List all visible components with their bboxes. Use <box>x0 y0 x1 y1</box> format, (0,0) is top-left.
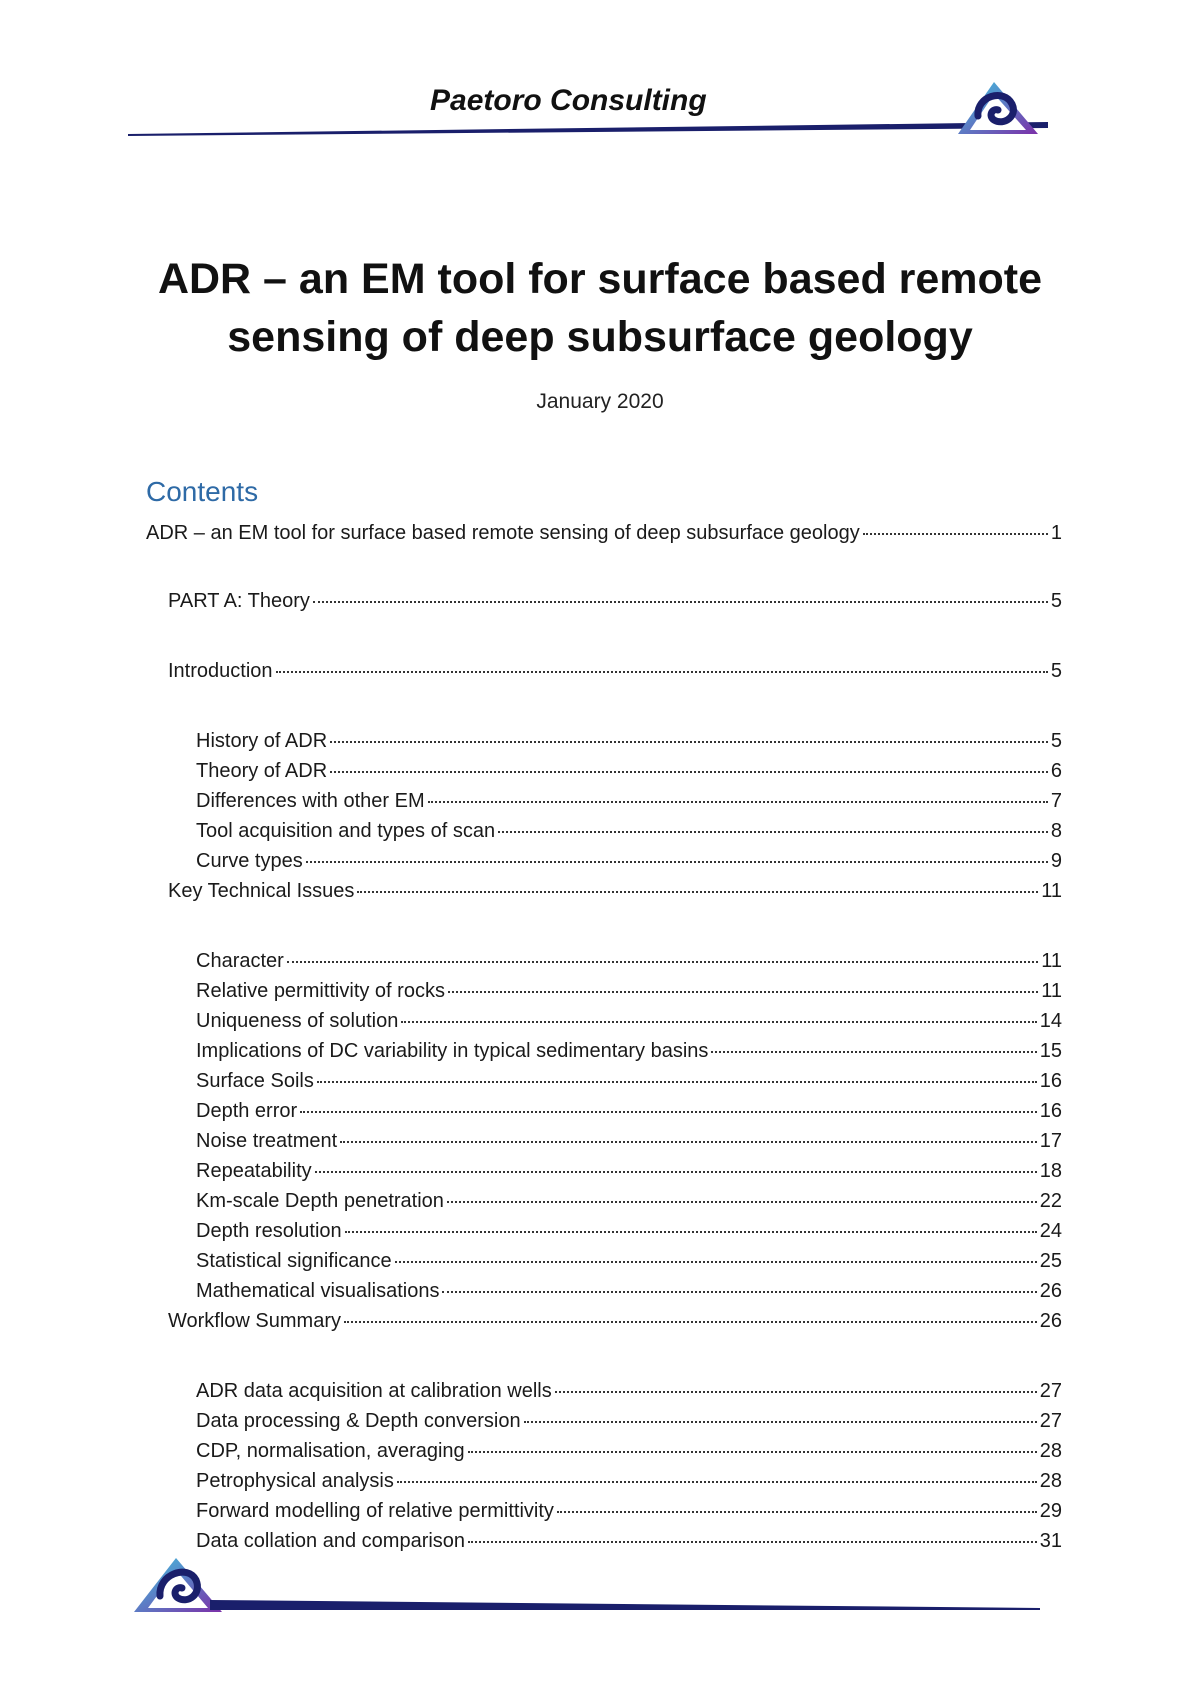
toc-entry-title: Data processing & Depth conversion <box>196 1410 521 1432</box>
toc-entry-page: 11 <box>1041 950 1062 972</box>
toc-entry[interactable] <box>196 1380 1062 1406</box>
header-company-name: Paetoro Consulting <box>430 84 707 117</box>
toc-entry-title: Workflow Summary <box>168 1310 341 1332</box>
toc-leader-dots <box>555 1391 1037 1393</box>
toc-entry[interactable] <box>196 1070 1062 1096</box>
toc-entry-title: Character <box>196 950 284 972</box>
toc-entry[interactable] <box>196 730 1062 756</box>
toc-entry[interactable] <box>196 1440 1062 1466</box>
toc-leader-dots <box>557 1511 1037 1513</box>
toc-entry[interactable] <box>196 850 1062 876</box>
toc-entry[interactable] <box>196 950 1062 976</box>
toc-entry-title: Forward modelling of relative permittivity <box>196 1500 554 1522</box>
document-date: January 2020 <box>536 390 664 413</box>
toc-entry-title: Mathematical visualisations <box>196 1280 440 1302</box>
toc-entry[interactable] <box>196 1410 1062 1436</box>
toc-leader-dots <box>498 831 1048 833</box>
toc-entry[interactable] <box>196 1250 1062 1276</box>
toc-entry[interactable] <box>196 820 1062 846</box>
toc-entry-page: 5 <box>1050 660 1062 682</box>
toc-entry[interactable] <box>196 1130 1062 1156</box>
toc-leader-dots <box>287 961 1038 963</box>
toc-leader-dots <box>317 1081 1037 1083</box>
toc-entry-page: 29 <box>1039 1500 1062 1522</box>
toc-entry-page: 11 <box>1041 880 1062 902</box>
toc-entry-page: 1 <box>1050 522 1062 544</box>
toc-entry-page: 28 <box>1039 1440 1062 1462</box>
header-rule <box>128 118 1048 142</box>
toc-entry-page: 14 <box>1039 1010 1062 1032</box>
toc-entry[interactable] <box>196 1220 1062 1246</box>
document-title <box>100 250 1100 366</box>
toc-entry-title: Implications of DC variability in typical sedimentary basins <box>196 1040 709 1062</box>
toc-entry-page: 27 <box>1039 1380 1062 1402</box>
toc-entry-title: Data collation and comparison <box>196 1530 466 1552</box>
toc-entry-page: 26 <box>1039 1310 1062 1332</box>
toc-leader-dots <box>447 1201 1037 1203</box>
toc-entry[interactable] <box>196 790 1062 816</box>
toc-entry[interactable] <box>168 660 1062 686</box>
title-line: ADR – an EM tool for surface based remote <box>157 255 1043 303</box>
toc-entry-title: Petrophysical analysis <box>196 1470 394 1492</box>
toc-leader-dots <box>442 1291 1036 1293</box>
toc-entry-title: Theory of ADR <box>196 760 328 782</box>
toc-leader-dots <box>345 1231 1037 1233</box>
toc-entry[interactable] <box>196 1100 1062 1126</box>
toc-entry-title: Tool acquisition and types of scan <box>196 820 496 842</box>
toc-leader-dots <box>357 891 1038 893</box>
toc-entry[interactable] <box>196 1160 1062 1186</box>
toc-leader-dots <box>428 801 1048 803</box>
toc-entry-page: 18 <box>1039 1160 1062 1182</box>
toc-entry-page: 5 <box>1050 730 1062 752</box>
toc-leader-dots <box>448 991 1038 993</box>
title-line: sensing of deep subsurface geology <box>227 313 973 361</box>
toc-entry[interactable] <box>196 1040 1062 1066</box>
toc-entry-page: 9 <box>1050 850 1062 872</box>
toc-entry-page: 16 <box>1039 1100 1062 1122</box>
toc-entry-title: Noise treatment <box>196 1130 338 1152</box>
toc-entry[interactable] <box>196 1500 1062 1526</box>
toc-leader-dots <box>524 1421 1037 1423</box>
toc-leader-dots <box>397 1481 1037 1483</box>
toc-leader-dots <box>340 1141 1037 1143</box>
toc-entry-title: Uniqueness of solution <box>196 1010 399 1032</box>
toc-entry-title: History of ADR <box>196 730 328 752</box>
toc-entry-title: Surface Soils <box>196 1070 314 1092</box>
toc-entry-title: Curve types <box>196 850 303 872</box>
toc-entry-page: 26 <box>1039 1280 1062 1302</box>
toc-entry-title: Differences with other EM <box>196 790 425 812</box>
toc-entry-page: 16 <box>1039 1070 1062 1092</box>
toc-entry[interactable] <box>168 1310 1062 1336</box>
toc-entry[interactable] <box>196 760 1062 786</box>
toc-leader-dots <box>468 1541 1037 1543</box>
toc-leader-dots <box>313 601 1048 603</box>
toc-leader-dots <box>863 533 1048 535</box>
toc-entry-page: 8 <box>1050 820 1062 842</box>
toc-entry-title: Introduction <box>168 660 273 682</box>
toc-leader-dots <box>395 1261 1037 1263</box>
toc-entry-title: Depth resolution <box>196 1220 342 1242</box>
toc-entry[interactable] <box>146 522 1062 548</box>
toc-entry-title: CDP, normalisation, averaging <box>196 1440 465 1462</box>
toc-entry-title: ADR data acquisition at calibration wells <box>196 1380 552 1402</box>
toc-entry-page: 7 <box>1050 790 1062 812</box>
toc-entry-page: 28 <box>1039 1470 1062 1492</box>
toc-entry[interactable] <box>196 1280 1062 1306</box>
toc-entry-page: 25 <box>1039 1250 1062 1272</box>
toc-entry-page: 5 <box>1050 590 1062 612</box>
toc-entry-page: 17 <box>1039 1130 1062 1152</box>
toc-entry-page: 24 <box>1039 1220 1062 1242</box>
toc-entry-page: 11 <box>1041 980 1062 1002</box>
toc-entry-title: Key Technical Issues <box>168 880 355 902</box>
toc-leader-dots <box>344 1321 1037 1323</box>
toc-entry-page: 27 <box>1039 1410 1062 1432</box>
toc-leader-dots <box>330 771 1048 773</box>
toc-entry[interactable] <box>168 590 1062 616</box>
toc-entry-page: 31 <box>1039 1530 1062 1552</box>
toc-entry-page: 22 <box>1039 1190 1062 1212</box>
toc-leader-dots <box>300 1111 1037 1113</box>
toc-entry[interactable] <box>196 980 1062 1006</box>
toc-entry-page: 15 <box>1039 1040 1062 1062</box>
contents-heading: Contents <box>146 476 259 507</box>
toc-entry-title: Km-scale Depth penetration <box>196 1190 444 1212</box>
toc-entry-title: ADR – an EM tool for surface based remote sensing of deep subsurface geology <box>146 522 860 544</box>
footer-rule <box>210 1596 1040 1616</box>
toc-entry[interactable] <box>196 1530 1062 1556</box>
toc-leader-dots <box>401 1021 1036 1023</box>
wave-logo-icon <box>948 76 1040 136</box>
toc-entry[interactable] <box>168 880 1062 906</box>
toc-leader-dots <box>330 741 1048 743</box>
toc-leader-dots <box>306 861 1048 863</box>
toc-leader-dots <box>468 1451 1037 1453</box>
toc-leader-dots <box>276 671 1048 673</box>
toc-entry[interactable] <box>196 1010 1062 1036</box>
toc-entry-title: Statistical significance <box>196 1250 392 1272</box>
toc-entry-title: Depth error <box>196 1100 298 1122</box>
toc-entry-title: PART A: Theory <box>168 590 310 612</box>
toc-entry-title: Relative permittivity of rocks <box>196 980 445 1002</box>
toc-entry-title: Repeatability <box>196 1160 312 1182</box>
toc-leader-dots <box>711 1051 1036 1053</box>
toc-entry[interactable] <box>196 1190 1062 1216</box>
toc-entry-page: 6 <box>1050 760 1062 782</box>
toc-entry[interactable] <box>196 1470 1062 1496</box>
toc-leader-dots <box>315 1171 1037 1173</box>
